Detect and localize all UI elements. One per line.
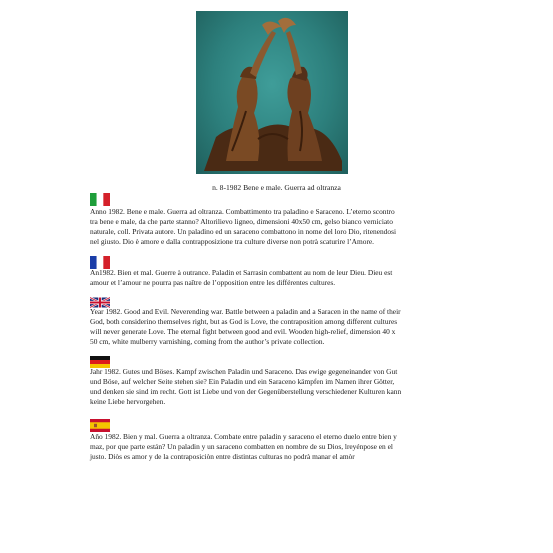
text-line: nel giusto. Dio è amore e dalla contrapposizione tra culture diverse non potrà scaturire l’Amore. <box>90 237 375 246</box>
text-line: Jahr 1982. Gutes und Böses. Kampf zwischen Paladin und Saraceno. Das ewige gegeneinander von Gut <box>90 367 398 376</box>
text-line: Year 1982. Good and Evil. Neverending war. Battle between a paladin and a Saracen in the name of their <box>90 307 401 316</box>
text-line: keine Liebe hervorgehen. <box>90 397 166 406</box>
text-line: justo. Diòs es amor y de la contraposiciòn entre distintas culturas no podrà manar el amòr <box>90 452 355 461</box>
section-text <box>90 207 467 247</box>
text-line: Año 1982. Bien y mal. Guerra a oltranza. Combate entre paladin y saraceno el eterno duelo entre bien y <box>90 432 397 441</box>
text-line: amour et l’amour ne pourra pas naître de l’opposition entre les différentes cultures. <box>90 278 336 287</box>
text-line: maz, por que parte están? Un paladin y un saraceno combatten en nombre de su Dios, lreyénpose en el <box>90 442 393 451</box>
text-line: 50 cm, white mulberry varnishing, coming from the author’s private collection. <box>90 337 325 346</box>
sculpture-photo <box>196 11 348 174</box>
text-line: An1982. Bien et mal. Guerre à outrance. Paladin et Sarrasin combattent au nom de leur Dieu. Dieu est <box>90 268 393 277</box>
text-line: Anno 1982. Bene e male. Guerra ad oltranza. Combattimento tra paladino e Saraceno. L’eterno scontro <box>90 207 395 216</box>
text-line: God, both considerino themselves right, but as God is Love, the contraposition among different cultures <box>90 317 398 326</box>
text-line: und denken sie sind im recht. Gott ist Liebe und von der Gegenüberstellung verschiedener Kulturen kann <box>90 387 402 396</box>
section-text <box>90 367 467 407</box>
section-text <box>90 268 467 288</box>
text-line: will never generate Love. The eternal fight between good and evil. Wooden high-relief, dimension 40 x <box>90 327 396 336</box>
sculpture-image <box>196 11 348 174</box>
spain-flag-icon <box>90 419 110 432</box>
photo-caption: n. 8-1982 Bene e male. Guerra ad oltranza <box>212 183 341 192</box>
section-text <box>90 432 467 462</box>
text-line: tra bene e male, da che parte stanno? Altorilievo ligneo, dimensioni 40x50 cm, gelso bianco verniciato <box>90 217 393 226</box>
text-line: naturale, coll. Privata autore. Un paladino ed un saraceno combattono in nome del loro Dio, ritenendosi <box>90 227 397 236</box>
italy-flag-icon <box>90 193 110 206</box>
text-line: und Böse, auf welcher Seite stehen sie? Ein Paladin und ein Saraceno kämpfen im Namen ihrer Götter, <box>90 377 395 386</box>
section-text <box>90 307 467 347</box>
